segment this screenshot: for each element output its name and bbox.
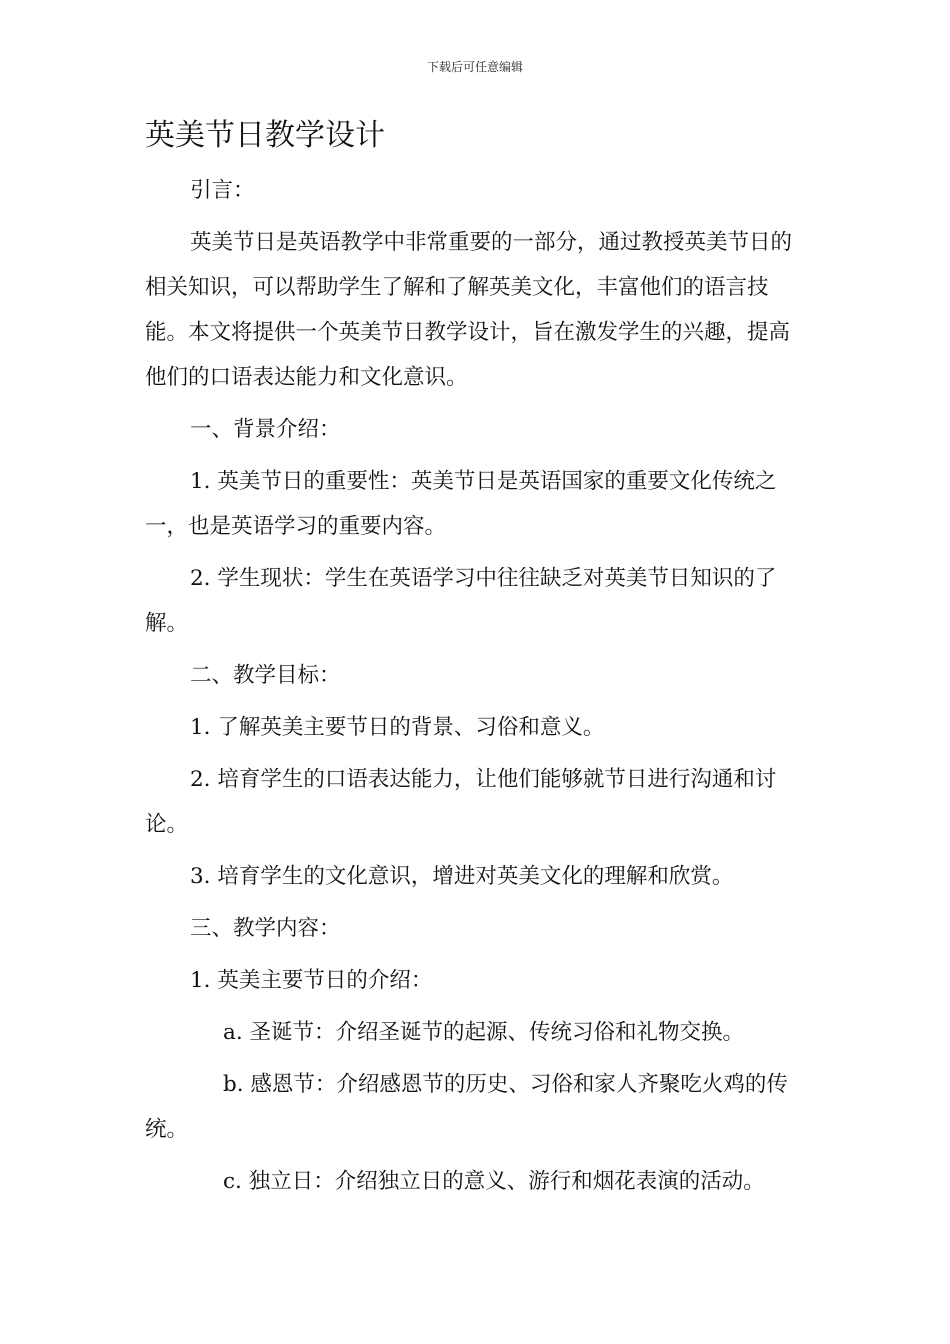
- section-heading-background: 一、背景介绍：: [190, 417, 341, 442]
- list-item-goal-3: 3. 培育学生的文化意识，增进对英美文化的理解和欣赏。: [190, 864, 734, 889]
- section-heading-content: 三、教学内容：: [190, 916, 341, 941]
- list-item-goal-2: 2. 培育学生的口语表达能力，让他们能够就节日进行沟通和讨论。: [145, 767, 777, 837]
- sub-item-christmas: a. 圣诞节：介绍圣诞节的起源、传统习俗和礼物交换。: [223, 1020, 744, 1045]
- list-item-goal-1: 1. 了解英美主要节日的背景、习俗和意义。: [190, 715, 605, 740]
- paragraph-intro-heading: 引言：: [190, 178, 255, 203]
- list-item-background-2: 2. 学生现状：学生在英语学习中往往缺乏对英美节日知识的了解。: [145, 566, 777, 636]
- list-item-background-1: 1. 英美节日的重要性：英美节日是英语国家的重要文化传统之一，也是英语学习的重要内容。: [145, 469, 777, 539]
- section-heading-goals: 二、教学目标：: [190, 663, 341, 688]
- document-title: 英美节日教学设计: [145, 118, 385, 153]
- sub-item-thanksgiving: b. 感恩节：介绍感恩节的历史、习俗和家人齐聚吃火鸡的传统。: [145, 1072, 788, 1142]
- page-header-note: 下载后可任意编辑: [426, 60, 523, 74]
- document-body: [145, 168, 805, 1211]
- paragraph-intro: 英美节日是英语教学中非常重要的一部分，通过教授英美节日的相关知识，可以帮助学生了解和了解英美文化，丰富他们的语言技能。本文将提供一个英美节日教学设计，旨在激发学生的兴趣，提高他们的口语表达能力和文化意识。: [145, 230, 793, 390]
- list-item-content-1: 1. 英美主要节日的介绍：: [190, 968, 433, 993]
- sub-item-independence-day: c. 独立日：介绍独立日的意义、游行和烟花表演的活动。: [223, 1169, 765, 1194]
